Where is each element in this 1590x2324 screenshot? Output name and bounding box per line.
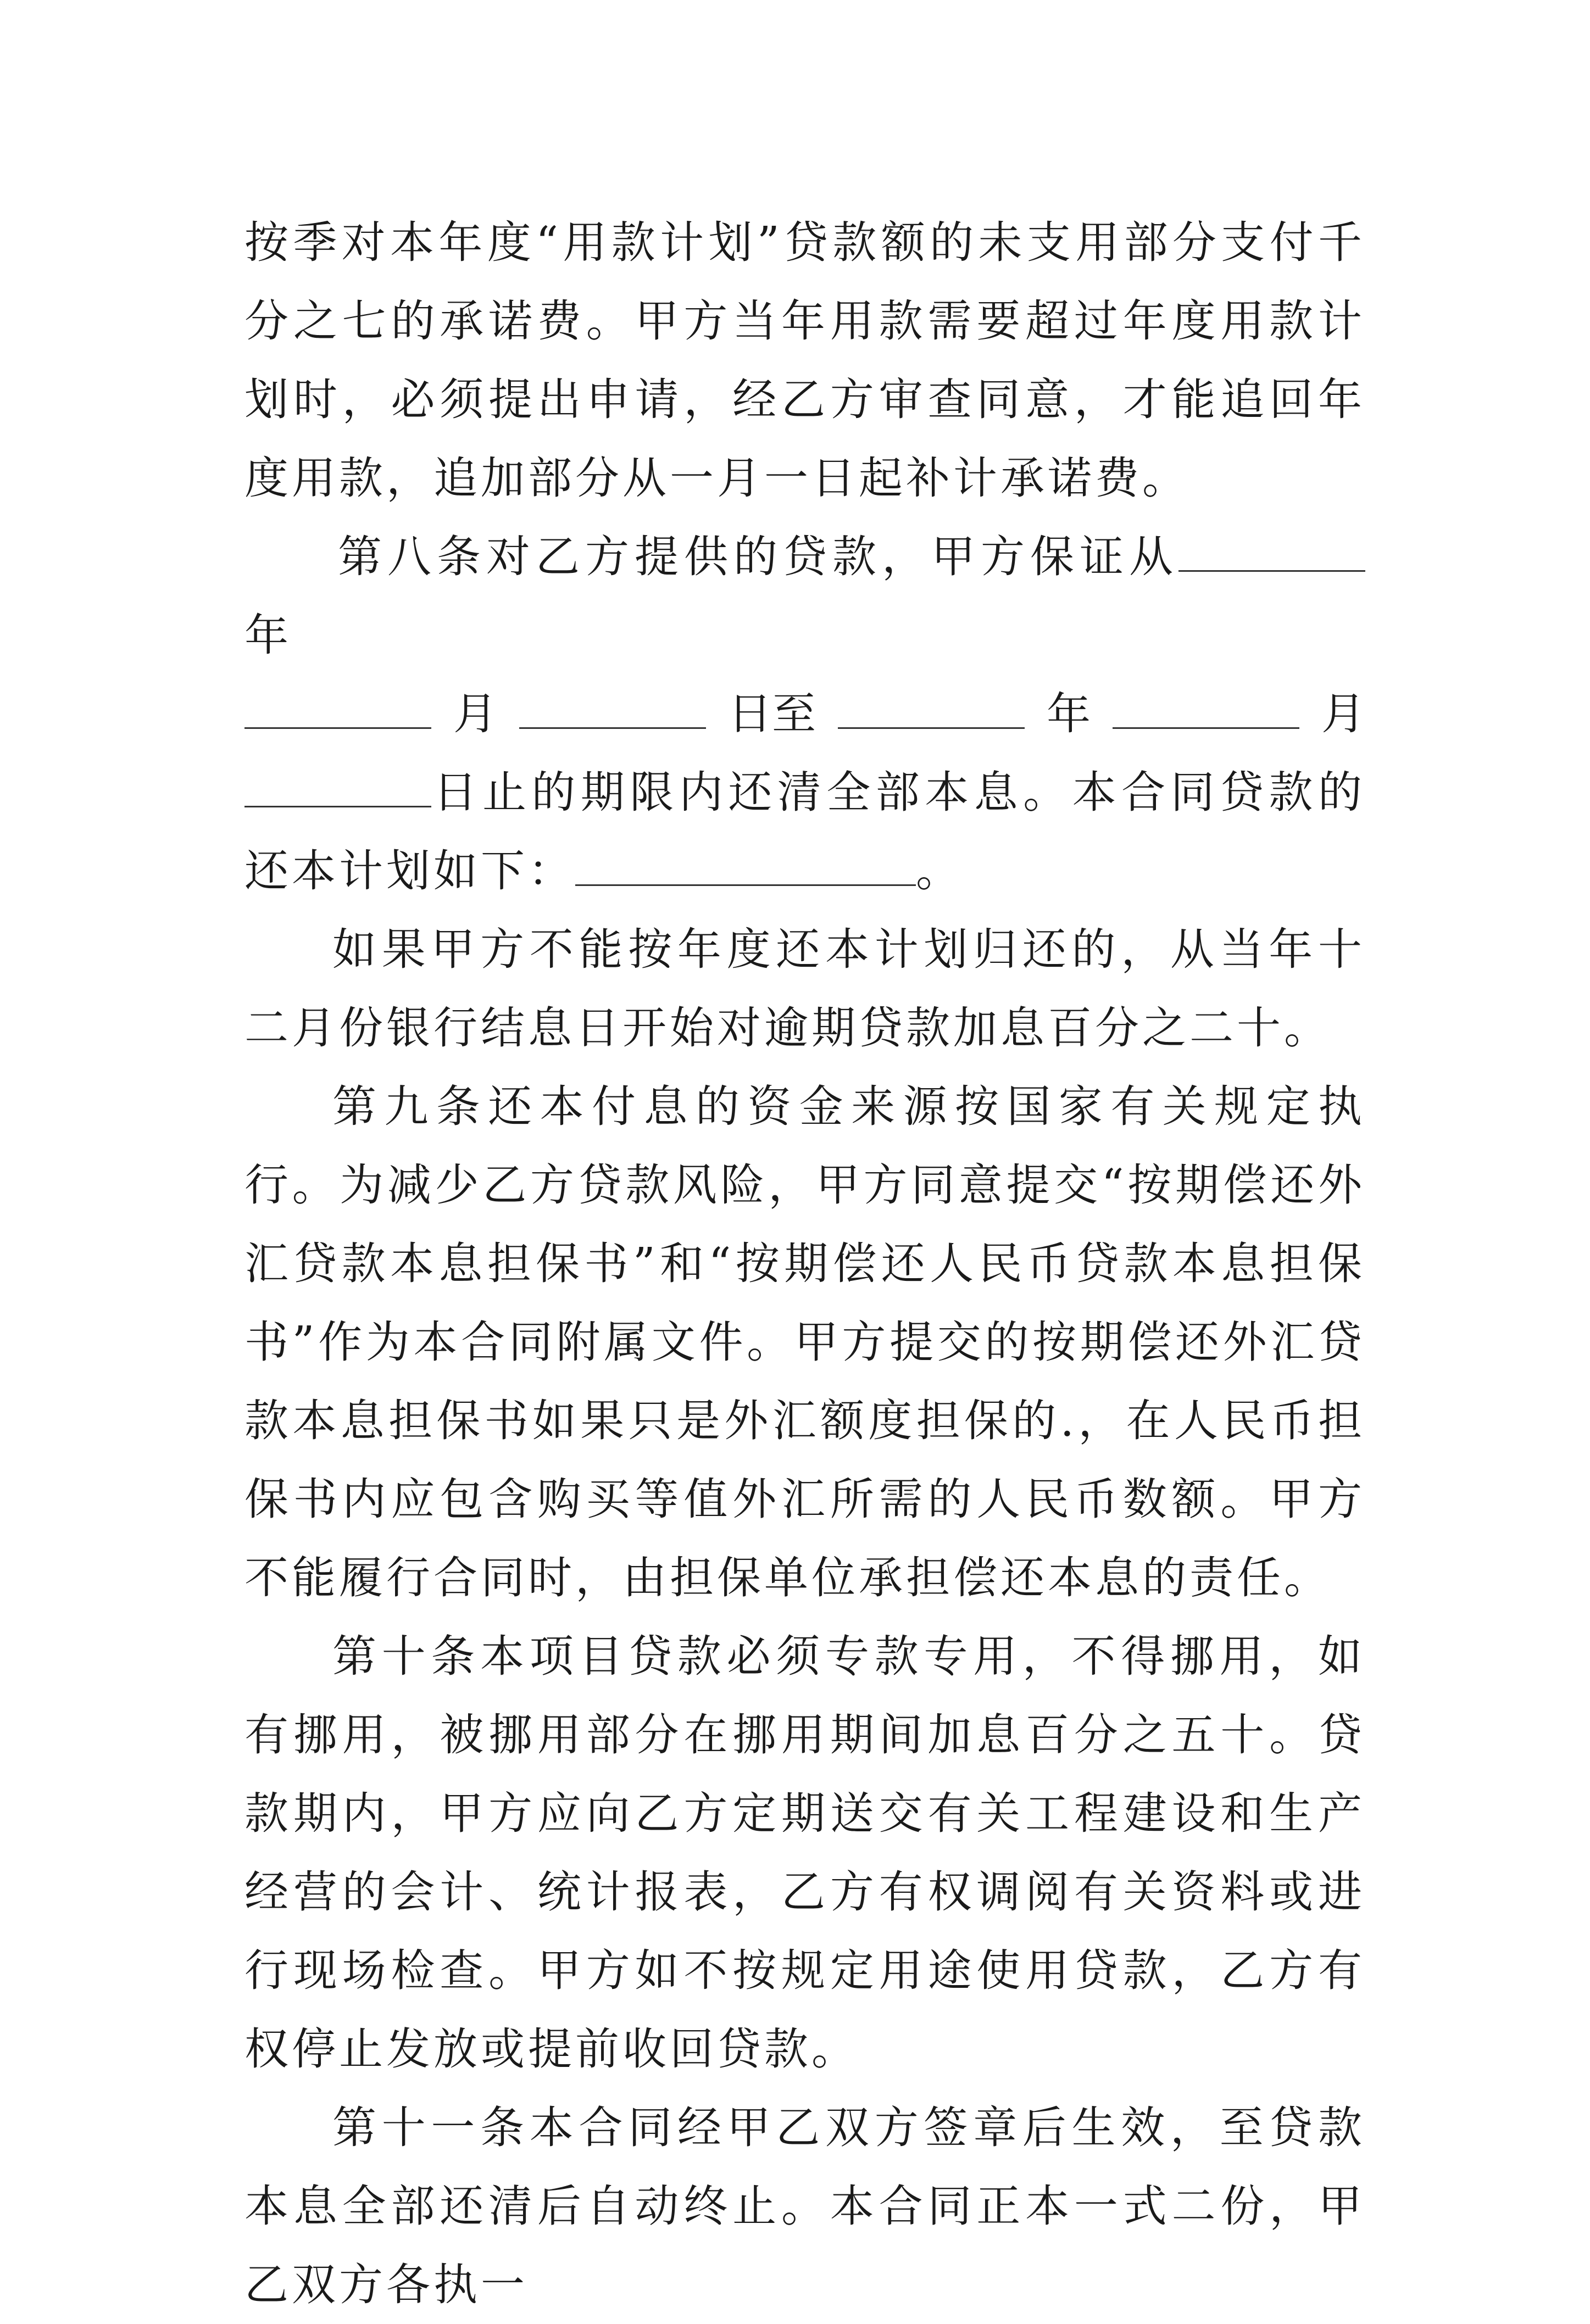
label-year: 年 [244, 610, 292, 661]
blank-end-day[interactable] [244, 767, 431, 807]
label-month: 月 [453, 688, 497, 739]
blank-end-month[interactable] [1113, 689, 1299, 729]
blank-start-year[interactable] [1178, 532, 1365, 572]
article-11: 第十一条本合同经甲乙双方签章后生效，至贷款本息全部还清后自动终止。本合同正本一式二份，甲乙双方各执一 [244, 2102, 1365, 2310]
blank-repayment-plan[interactable] [575, 846, 916, 886]
blank-start-month[interactable] [244, 689, 431, 729]
article-9: 第九条还本付息的资金来源按国家有关规定执行。为减少乙方贷款风险，甲方同意提交“按期偿还外汇贷款本息担保书”和“按期偿还人民币贷款本息担保书”作为本合同附属文件。甲方提交的按期偿还外汇贷款本息担保书如果只是外汇额度担保的.，在人民币担保书内应包含购买等值外汇所需的人民币数额。甲方不能履行合同时，由担保单位承担偿还本息的责任。 [244, 1081, 1365, 1603]
blank-start-day[interactable] [519, 689, 706, 729]
article-8-end: 。 [916, 845, 963, 896]
article-8-tail [244, 753, 1365, 910]
label-end-year: 年 [1047, 688, 1091, 739]
label-day-to: 日至 [728, 688, 816, 739]
article-10: 第十条本项目贷款必须专款专用，不得挪用，如有挪用，被挪用部分在挪用期间加息百分之五十。贷款期内，甲方应向乙方定期送交有关工程建设和生产经营的会计、统计报表，乙方有权调阅有关资料或进行现场检查。甲方如不按规定用途使用贷款，乙方有权停止发放或提前收回贷款。 [244, 1631, 1365, 2075]
article-8-date-line [244, 675, 1365, 753]
paragraph-overdue: 如果甲方不能按年度还本计划归还的，从当年十二月份银行结息日开始对逾期贷款加息百分之二十。 [244, 924, 1365, 1054]
contract-body [244, 203, 1365, 2324]
label-end-month: 月 [1321, 688, 1365, 739]
article-8-line1 [244, 517, 1365, 675]
article-8-repayment-text: 日止的期限内还清全部本息。本合同贷款的还本计划如下： [244, 767, 1365, 896]
blank-end-year[interactable] [838, 689, 1025, 729]
paragraph-commitment-fee: 按季对本年度“用款计划”贷款额的未支用部分支付千分之七的承诺费。甲方当年用款需要超过年度用款计划时，必须提出申请，经乙方审查同意，才能追回年度用款，追加部分从一月一日起补计承诺费。 [244, 217, 1365, 504]
article-8-intro: 第八条对乙方提供的贷款，甲方保证从 [338, 531, 1178, 582]
